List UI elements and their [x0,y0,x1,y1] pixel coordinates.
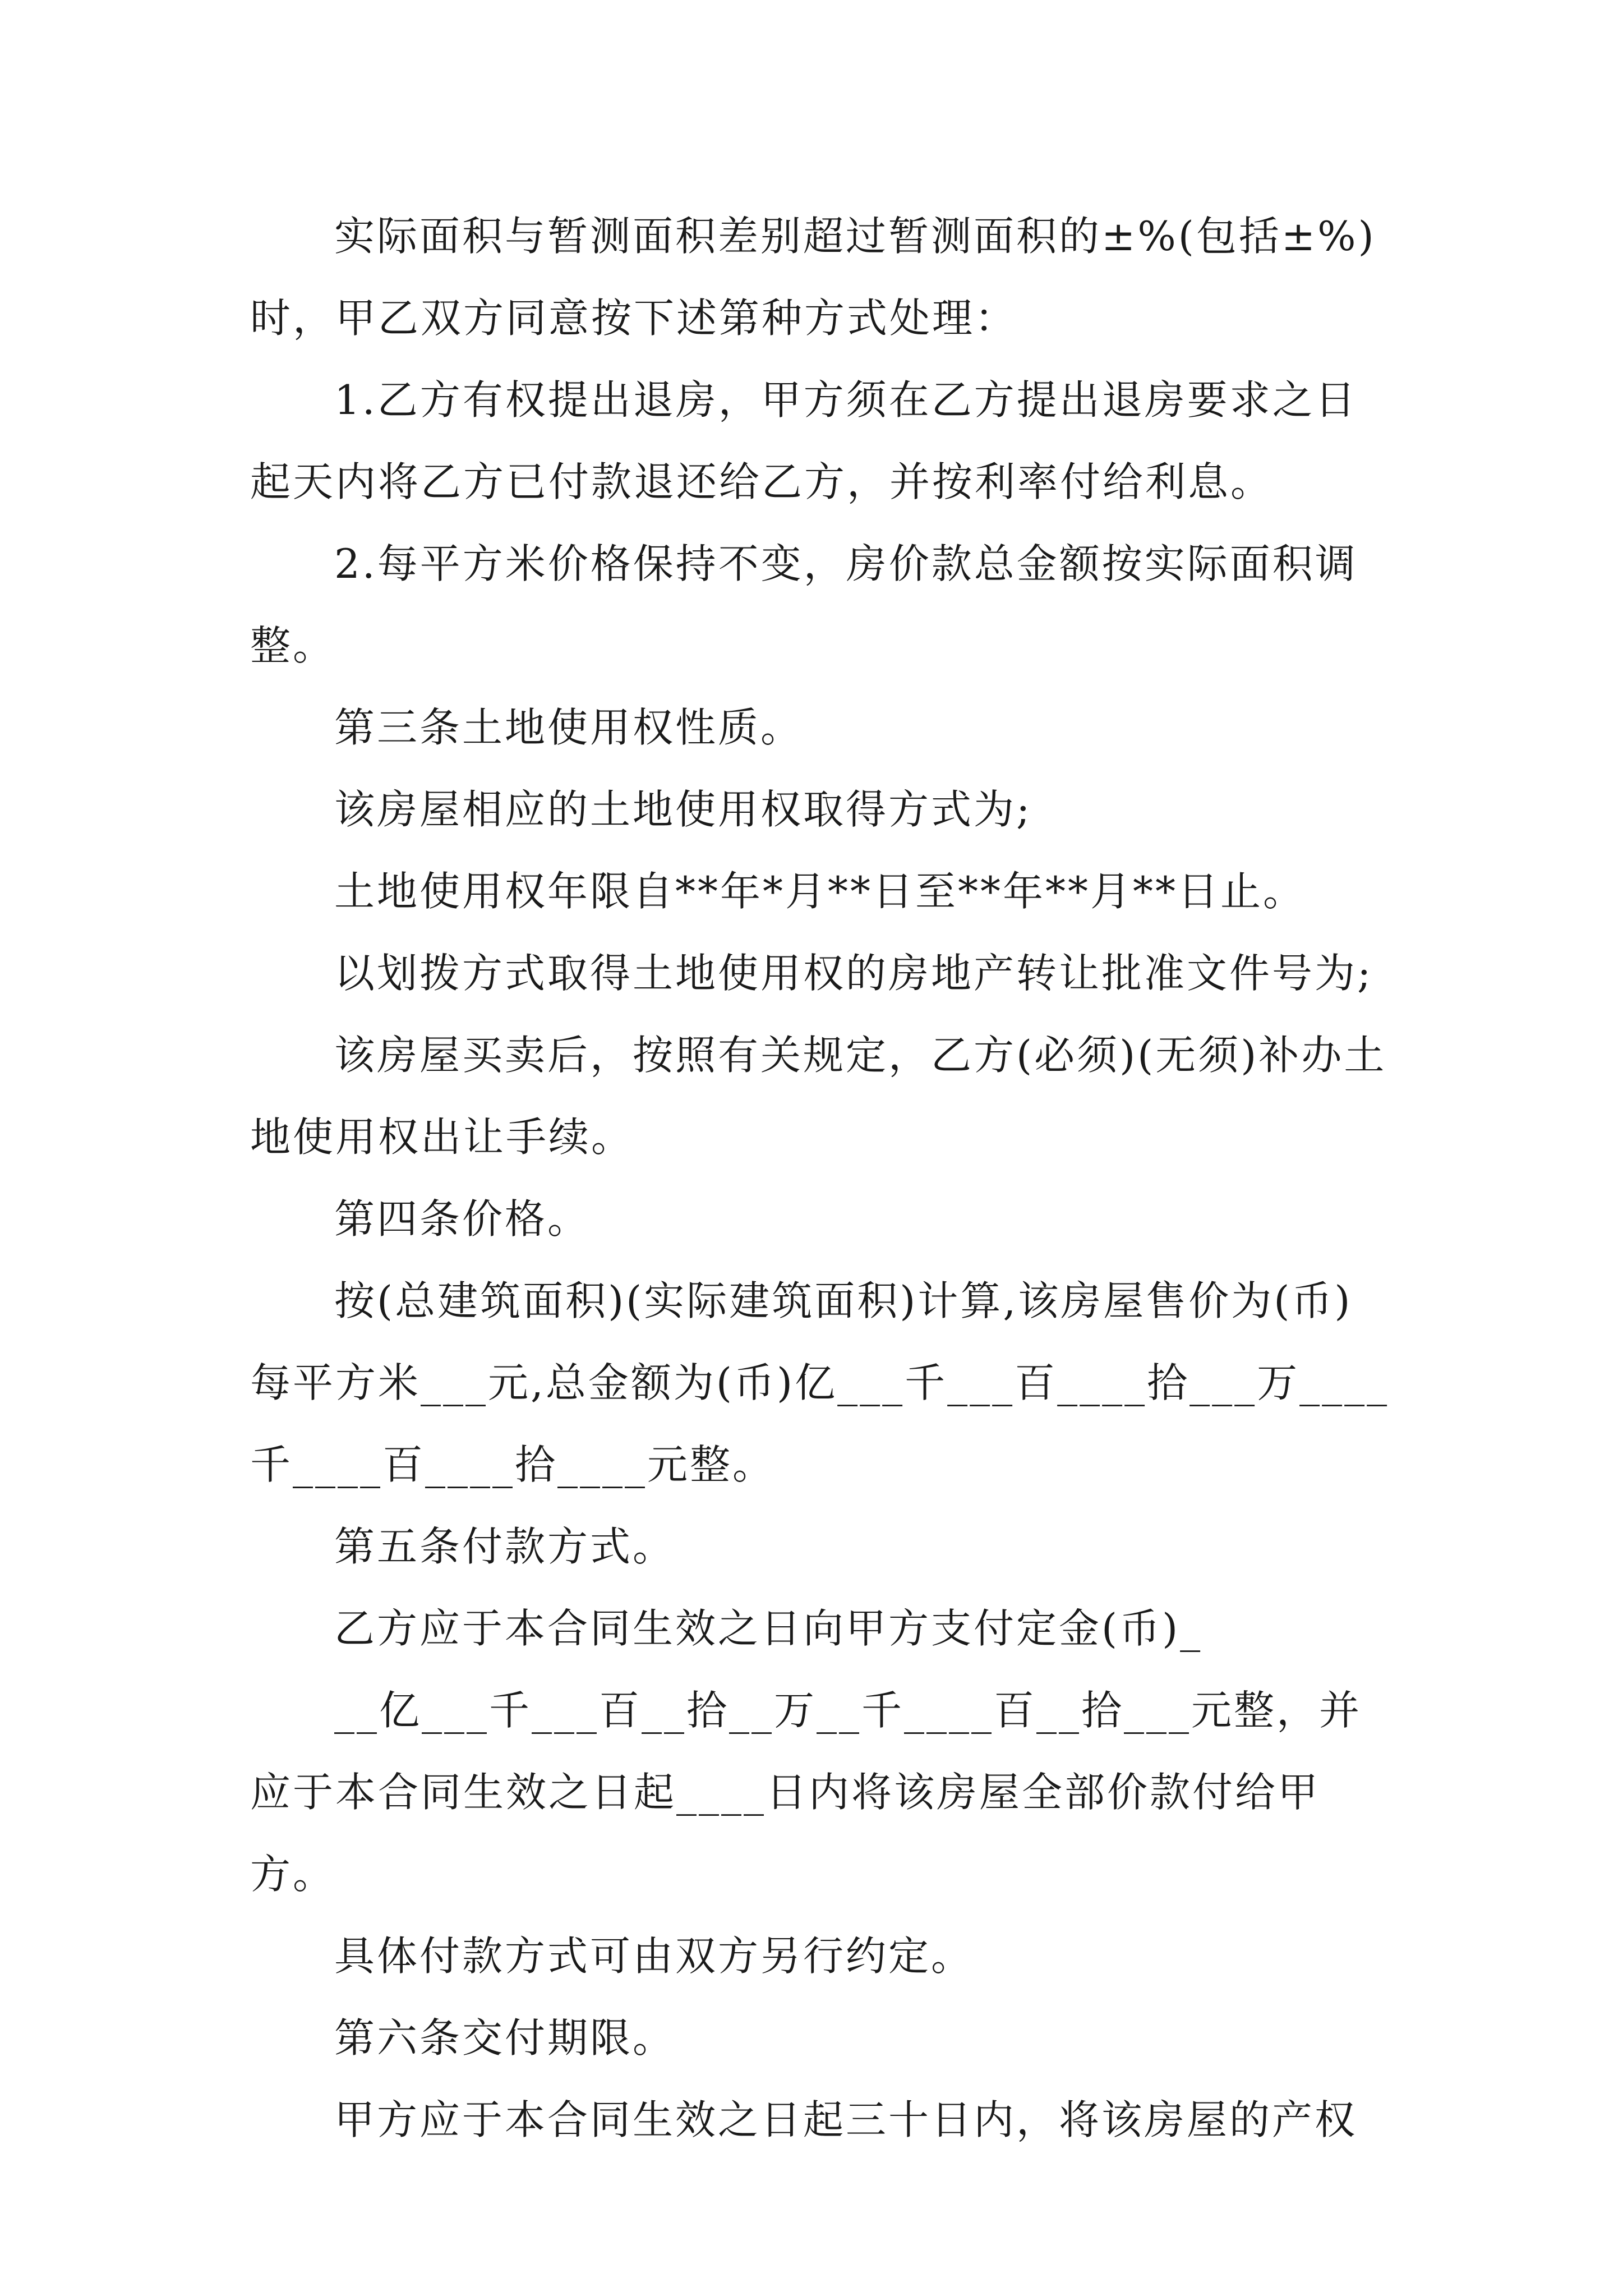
paragraph: 1.乙方有权提出退房，甲方须在乙方提出退房要求之日起天内将乙方已付款退还给乙方，并按利率付给利息。 [250,376,1358,505]
paragraph: 实际面积与暂测面积差别超过暂测面积的±%(包括±%)时，甲乙双方同意按下述第种方式处理： [250,213,1376,342]
paragraph: 乙方应于本合同生效之日向甲方支付定金(币)_ [334,1605,1203,1652]
section-heading: 第四条价格。 [334,1195,591,1243]
paragraph: 土地使用权年限自**年*月**日至**年**月**日止。 [334,868,1306,915]
paragraph: 按(总建筑面积)(实际建筑面积)计算,该房屋售价为(币)每平方米___元,总金额为(币)亿___千___百____拾___万____千____百____拾____元整。 [250,1277,1390,1488]
paragraph: 该房屋相应的土地使用权取得方式为; [334,786,1032,833]
paragraph: __亿___千___百__拾__万__千____百__拾___元整，并应于本合同生效之日起____日内将该房屋全部价款付给甲方。 [250,1687,1362,1898]
section-heading: 第三条土地使用权性质。 [334,704,804,751]
paragraph: 该房屋买卖后，按照有关规定，乙方(必须)(无须)补办土地使用权出让手续。 [250,1032,1387,1161]
paragraph: 具体付款方式可由双方另行约定。 [334,1932,974,1980]
section-heading: 第五条付款方式。 [334,1523,676,1570]
document-body [250,195,1394,2161]
paragraph: 甲方应于本合同生效之日起三十日内，将该房屋的产权 [334,2096,1358,2143]
paragraph: 以划拨方式取得土地使用权的房地产转让批准文件号为; [334,950,1373,997]
section-heading: 第六条交付期限。 [334,2014,676,2062]
paragraph: 2.每平方米价格保持不变，房价款总金额按实际面积调整。 [250,540,1358,669]
